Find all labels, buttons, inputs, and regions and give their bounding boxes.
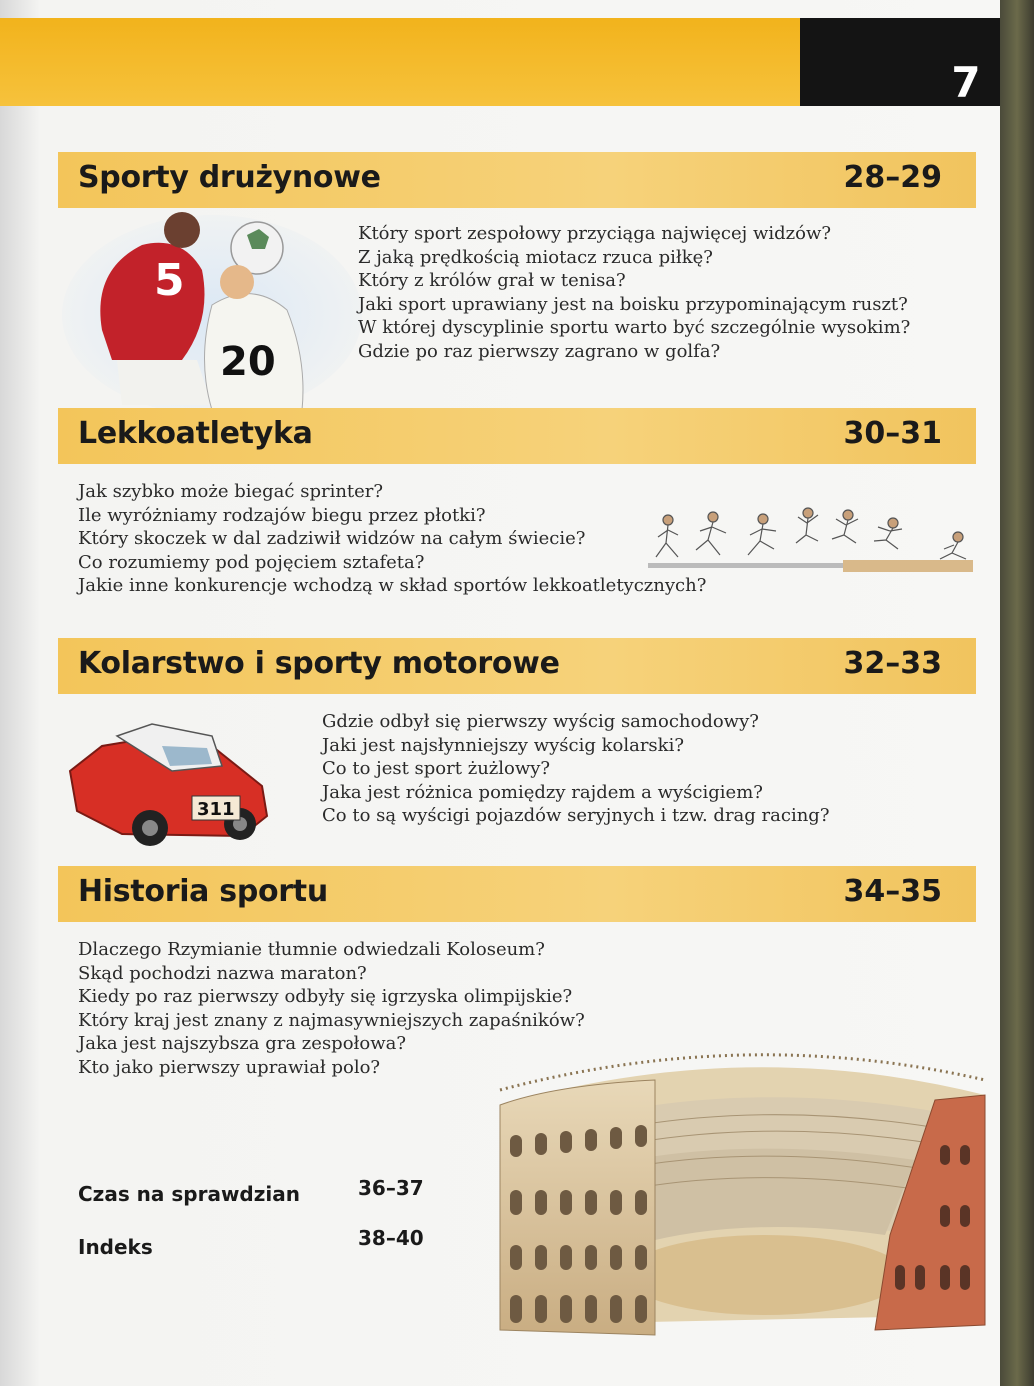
question-item: Kto jako pierwszy uprawiał polo? — [78, 1056, 381, 1078]
book-cover-edge — [1000, 0, 1034, 1386]
question-item: Który sport zespołowy przyciąga najwięcej widzów? — [358, 223, 832, 244]
section-pages: 32–33 — [843, 646, 942, 681]
question-item: Który z królów grał w tenisa? — [358, 270, 626, 291]
question-item: Co rozumiemy pod pojęciem sztafeta? — [78, 551, 425, 573]
question-item: W której dyscyplinie sportu warto być szczególnie wysokim? — [358, 317, 911, 338]
question-item: Ile wyróżniamy rodzajów biegu przez płotki? — [78, 504, 486, 526]
football-players-illustration — [62, 210, 362, 410]
question-item: Jak szybko może biegać sprinter? — [78, 481, 384, 502]
section-pages: 34–35 — [843, 874, 942, 909]
question-item: Jakie inne konkurencje wchodzą w skład sportów lekkoatletycznych? — [78, 575, 707, 596]
long-jump-sequence-illustration — [648, 505, 978, 580]
jersey-number-5: 5 — [154, 255, 185, 306]
question-item: Co to są wyścigi pojazdów seryjnych i tzw. drag racing? — [322, 805, 830, 826]
question-item: Dlaczego Rzymianie tłumnie odwiedzali Koloseum? — [78, 939, 545, 960]
colosseum-illustration — [495, 1045, 990, 1340]
section-header-team-sports — [58, 152, 976, 208]
section-title: Sporty drużynowe — [78, 160, 381, 195]
question-item: Który kraj jest znany z najmasywniejszych zapaśników? — [78, 1009, 585, 1031]
section-pages: 28–29 — [843, 160, 942, 195]
question-item: Jaki jest najsłynniejszy wyścig kolarski? — [322, 734, 684, 756]
question-item: Gdzie odbył się pierwszy wyścig samochodowy? — [322, 711, 759, 732]
question-item: Kiedy po raz pierwszy odbyły się igrzyska olimpijskie? — [78, 986, 573, 1007]
question-item: Skąd pochodzi nazwa maraton? — [78, 962, 367, 984]
section-title: Lekkoatletyka — [78, 416, 313, 451]
question-list-athletics — [78, 480, 706, 598]
extra-pages-test: 36–37 — [358, 1176, 424, 1200]
section-title: Kolarstwo i sporty motorowe — [78, 646, 560, 681]
question-item: Jaka jest różnica pomiędzy rajdem a wyścigiem? — [322, 781, 763, 803]
jersey-number-20: 20 — [220, 339, 276, 385]
section-pages: 30–31 — [843, 416, 942, 451]
extra-pages-index: 38–40 — [358, 1226, 424, 1250]
page-number: 7 — [951, 58, 981, 107]
question-item: Który skoczek w dal zadziwił widzów na całym świecie? — [78, 528, 586, 549]
top-yellow-band — [0, 18, 800, 106]
wrecked-race-car-illustration — [62, 716, 277, 851]
question-item: Jaka jest najszybsza gra zespołowa? — [78, 1033, 406, 1054]
question-list-team-sports — [358, 222, 910, 363]
question-item: Co to jest sport żużlowy? — [322, 758, 551, 779]
question-item: Gdzie po raz pierwszy zagrano w golfa? — [358, 340, 721, 362]
question-item: Jaki sport uprawiany jest na boisku przypominającym ruszt? — [358, 293, 908, 315]
question-item: Z jaką prędkością miotacz rzuca piłkę? — [358, 246, 713, 268]
section-header-sport-history — [58, 866, 976, 922]
section-header-athletics — [58, 408, 976, 464]
section-header-cycling-motorsport — [58, 638, 976, 694]
car-number: 311 — [197, 799, 235, 820]
section-title: Historia sportu — [78, 874, 328, 909]
extra-label-test: Czas na sprawdzian — [78, 1182, 300, 1206]
extra-label-index: Indeks — [78, 1235, 153, 1259]
question-list-cycling-motorsport — [322, 710, 829, 828]
